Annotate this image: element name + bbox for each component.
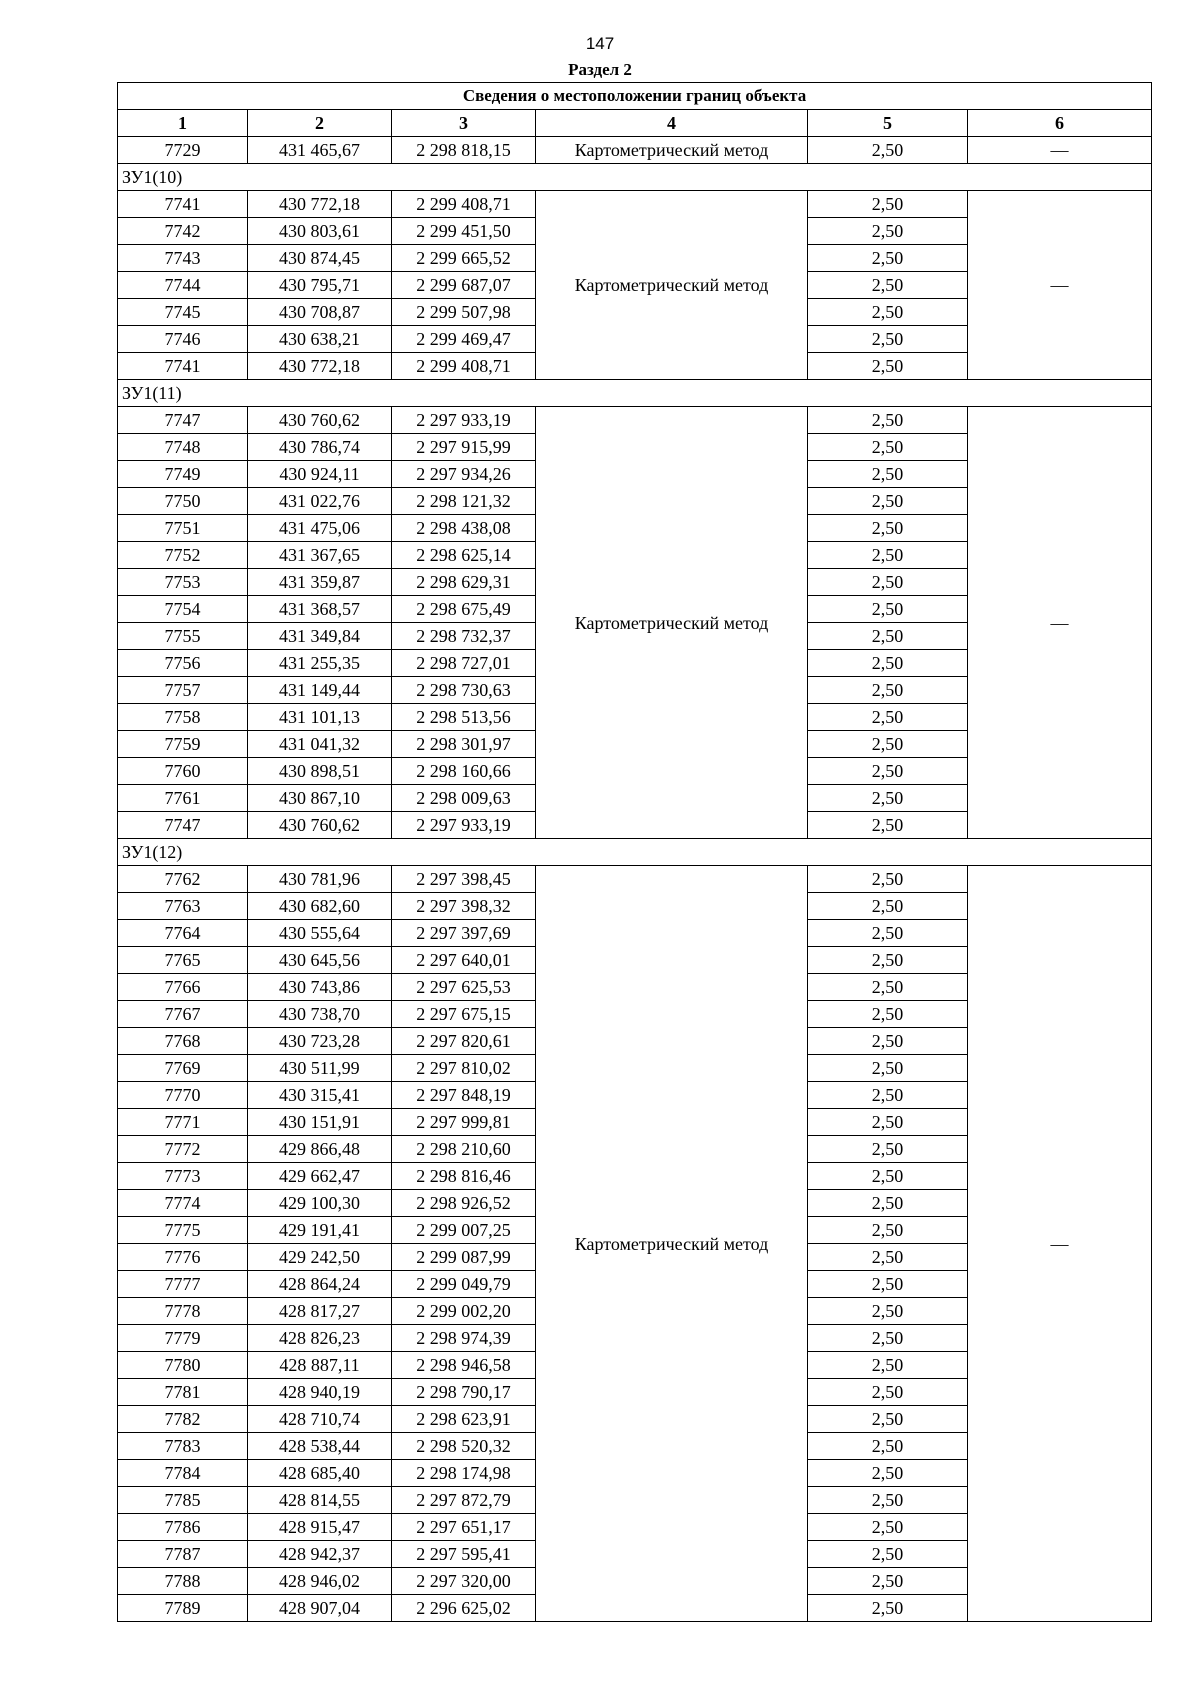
point-number-cell: 7756 (118, 650, 248, 677)
accuracy-cell: 2,50 (808, 272, 968, 299)
x-coordinate-cell: 430 803,61 (248, 218, 392, 245)
x-coordinate-cell: 428 942,37 (248, 1541, 392, 1568)
accuracy-cell: 2,50 (808, 947, 968, 974)
point-number-cell: 7767 (118, 1001, 248, 1028)
group-label: ЗУ1(12) (118, 839, 1152, 866)
y-coordinate-cell: 2 297 848,19 (392, 1082, 536, 1109)
y-coordinate-cell: 2 297 810,02 (392, 1055, 536, 1082)
y-coordinate-cell: 2 296 625,02 (392, 1595, 536, 1622)
x-coordinate-cell: 428 907,04 (248, 1595, 392, 1622)
y-coordinate-cell: 2 297 915,99 (392, 434, 536, 461)
point-number-cell: 7753 (118, 569, 248, 596)
description-cell: — (968, 137, 1152, 164)
accuracy-cell: 2,50 (808, 461, 968, 488)
point-number-cell: 7781 (118, 1379, 248, 1406)
coordinates-table-body (118, 83, 1152, 1622)
x-coordinate-cell: 430 682,60 (248, 893, 392, 920)
x-coordinate-cell: 430 638,21 (248, 326, 392, 353)
point-number-cell: 7754 (118, 596, 248, 623)
x-coordinate-cell: 428 940,19 (248, 1379, 392, 1406)
y-coordinate-cell: 2 298 946,58 (392, 1352, 536, 1379)
point-number-cell: 7776 (118, 1244, 248, 1271)
x-coordinate-cell: 428 814,55 (248, 1487, 392, 1514)
point-number-cell: 7742 (118, 218, 248, 245)
point-number-cell: 7763 (118, 893, 248, 920)
accuracy-cell: 2,50 (808, 1379, 968, 1406)
accuracy-cell: 2,50 (808, 1325, 968, 1352)
accuracy-cell: 2,50 (808, 1001, 968, 1028)
x-coordinate-cell: 428 887,11 (248, 1352, 392, 1379)
point-number-cell: 7761 (118, 785, 248, 812)
description-cell: — (968, 407, 1152, 839)
y-coordinate-cell: 2 297 398,32 (392, 893, 536, 920)
y-coordinate-cell: 2 298 160,66 (392, 758, 536, 785)
y-coordinate-cell: 2 299 687,07 (392, 272, 536, 299)
y-coordinate-cell: 2 297 872,79 (392, 1487, 536, 1514)
point-number-cell: 7750 (118, 488, 248, 515)
accuracy-cell: 2,50 (808, 1568, 968, 1595)
y-coordinate-cell: 2 298 675,49 (392, 596, 536, 623)
x-coordinate-cell: 430 898,51 (248, 758, 392, 785)
column-header: 4 (536, 110, 808, 137)
accuracy-cell: 2,50 (808, 1352, 968, 1379)
y-coordinate-cell: 2 299 507,98 (392, 299, 536, 326)
point-number-cell: 7789 (118, 1595, 248, 1622)
point-number-cell: 7764 (118, 920, 248, 947)
accuracy-cell: 2,50 (808, 434, 968, 461)
x-coordinate-cell: 430 555,64 (248, 920, 392, 947)
point-number-cell: 7773 (118, 1163, 248, 1190)
point-number-cell: 7758 (118, 704, 248, 731)
accuracy-cell: 2,50 (808, 704, 968, 731)
accuracy-cell: 2,50 (808, 407, 968, 434)
point-number-cell: 7775 (118, 1217, 248, 1244)
y-coordinate-cell: 2 298 520,32 (392, 1433, 536, 1460)
y-coordinate-cell: 2 299 408,71 (392, 191, 536, 218)
x-coordinate-cell: 429 242,50 (248, 1244, 392, 1271)
column-header: 2 (248, 110, 392, 137)
point-number-cell: 7779 (118, 1325, 248, 1352)
y-coordinate-cell: 2 297 999,81 (392, 1109, 536, 1136)
point-number-cell: 7772 (118, 1136, 248, 1163)
y-coordinate-cell: 2 297 320,00 (392, 1568, 536, 1595)
y-coordinate-cell: 2 298 513,56 (392, 704, 536, 731)
x-coordinate-cell: 429 100,30 (248, 1190, 392, 1217)
method-cell: Картометрический метод (536, 191, 808, 380)
point-number-cell: 7760 (118, 758, 248, 785)
y-coordinate-cell: 2 297 651,17 (392, 1514, 536, 1541)
accuracy-cell: 2,50 (808, 1541, 968, 1568)
table-row (118, 137, 1152, 164)
y-coordinate-cell: 2 297 934,26 (392, 461, 536, 488)
x-coordinate-cell: 430 760,62 (248, 407, 392, 434)
accuracy-cell: 2,50 (808, 1244, 968, 1271)
point-number-cell: 7745 (118, 299, 248, 326)
coordinates-table (117, 82, 1152, 1622)
y-coordinate-cell: 2 298 732,37 (392, 623, 536, 650)
point-number-cell: 7769 (118, 1055, 248, 1082)
accuracy-cell: 2,50 (808, 623, 968, 650)
method-cell: Картометрический метод (536, 407, 808, 839)
description-cell: — (968, 191, 1152, 380)
accuracy-cell: 2,50 (808, 1082, 968, 1109)
table-header-row (118, 110, 1152, 137)
x-coordinate-cell: 431 349,84 (248, 623, 392, 650)
y-coordinate-cell: 2 298 974,39 (392, 1325, 536, 1352)
y-coordinate-cell: 2 297 397,69 (392, 920, 536, 947)
accuracy-cell: 2,50 (808, 515, 968, 542)
x-coordinate-cell: 430 795,71 (248, 272, 392, 299)
x-coordinate-cell: 428 817,27 (248, 1298, 392, 1325)
x-coordinate-cell: 431 101,13 (248, 704, 392, 731)
x-coordinate-cell: 430 315,41 (248, 1082, 392, 1109)
y-coordinate-cell: 2 299 451,50 (392, 218, 536, 245)
x-coordinate-cell: 428 946,02 (248, 1568, 392, 1595)
x-coordinate-cell: 430 645,56 (248, 947, 392, 974)
y-coordinate-cell: 2 297 820,61 (392, 1028, 536, 1055)
point-number-cell: 7785 (118, 1487, 248, 1514)
point-number-cell: 7777 (118, 1271, 248, 1298)
x-coordinate-cell: 431 022,76 (248, 488, 392, 515)
x-coordinate-cell: 429 866,48 (248, 1136, 392, 1163)
accuracy-cell: 2,50 (808, 1298, 968, 1325)
x-coordinate-cell: 430 874,45 (248, 245, 392, 272)
point-number-cell: 7747 (118, 407, 248, 434)
x-coordinate-cell: 431 255,35 (248, 650, 392, 677)
x-coordinate-cell: 428 826,23 (248, 1325, 392, 1352)
accuracy-cell: 2,50 (808, 299, 968, 326)
group-row (118, 380, 1152, 407)
y-coordinate-cell: 2 298 816,46 (392, 1163, 536, 1190)
accuracy-cell: 2,50 (808, 191, 968, 218)
point-number-cell: 7741 (118, 191, 248, 218)
column-header: 1 (118, 110, 248, 137)
x-coordinate-cell: 430 708,87 (248, 299, 392, 326)
column-header: 5 (808, 110, 968, 137)
y-coordinate-cell: 2 298 623,91 (392, 1406, 536, 1433)
accuracy-cell: 2,50 (808, 974, 968, 1001)
point-number-cell: 7755 (118, 623, 248, 650)
point-number-cell: 7749 (118, 461, 248, 488)
point-number-cell: 7765 (118, 947, 248, 974)
point-number-cell: 7787 (118, 1541, 248, 1568)
point-number-cell: 7768 (118, 1028, 248, 1055)
column-header: 6 (968, 110, 1152, 137)
x-coordinate-cell: 431 149,44 (248, 677, 392, 704)
y-coordinate-cell: 2 298 174,98 (392, 1460, 536, 1487)
point-number-cell: 7782 (118, 1406, 248, 1433)
page-number: 147 (585, 34, 615, 53)
accuracy-cell: 2,50 (808, 1055, 968, 1082)
point-number-cell: 7766 (118, 974, 248, 1001)
accuracy-cell: 2,50 (808, 1433, 968, 1460)
x-coordinate-cell: 431 368,57 (248, 596, 392, 623)
point-number-cell: 7743 (118, 245, 248, 272)
point-number-cell: 7747 (118, 812, 248, 839)
table-row (118, 866, 1152, 893)
point-number-cell: 7770 (118, 1082, 248, 1109)
point-number-cell: 7759 (118, 731, 248, 758)
x-coordinate-cell: 431 475,06 (248, 515, 392, 542)
x-coordinate-cell: 430 151,91 (248, 1109, 392, 1136)
y-coordinate-cell: 2 298 009,63 (392, 785, 536, 812)
point-number-cell: 7784 (118, 1460, 248, 1487)
accuracy-cell: 2,50 (808, 650, 968, 677)
accuracy-cell: 2,50 (808, 1163, 968, 1190)
y-coordinate-cell: 2 297 933,19 (392, 812, 536, 839)
accuracy-cell: 2,50 (808, 1514, 968, 1541)
column-header: 3 (392, 110, 536, 137)
y-coordinate-cell: 2 298 438,08 (392, 515, 536, 542)
x-coordinate-cell: 431 359,87 (248, 569, 392, 596)
accuracy-cell: 2,50 (808, 677, 968, 704)
x-coordinate-cell: 431 465,67 (248, 137, 392, 164)
y-coordinate-cell: 2 299 469,47 (392, 326, 536, 353)
accuracy-cell: 2,50 (808, 1460, 968, 1487)
y-coordinate-cell: 2 298 727,01 (392, 650, 536, 677)
accuracy-cell: 2,50 (808, 893, 968, 920)
x-coordinate-cell: 430 738,70 (248, 1001, 392, 1028)
y-coordinate-cell: 2 298 818,15 (392, 137, 536, 164)
x-coordinate-cell: 428 864,24 (248, 1271, 392, 1298)
accuracy-cell: 2,50 (808, 920, 968, 947)
accuracy-cell: 2,50 (808, 542, 968, 569)
table-row (118, 191, 1152, 218)
y-coordinate-cell: 2 297 933,19 (392, 407, 536, 434)
accuracy-cell: 2,50 (808, 1190, 968, 1217)
y-coordinate-cell: 2 299 049,79 (392, 1271, 536, 1298)
x-coordinate-cell: 430 867,10 (248, 785, 392, 812)
point-number-cell: 7744 (118, 272, 248, 299)
point-number-cell: 7788 (118, 1568, 248, 1595)
x-coordinate-cell: 428 710,74 (248, 1406, 392, 1433)
y-coordinate-cell: 2 297 595,41 (392, 1541, 536, 1568)
method-cell: Картометрический метод (536, 137, 808, 164)
accuracy-cell: 2,50 (808, 137, 968, 164)
x-coordinate-cell: 428 538,44 (248, 1433, 392, 1460)
y-coordinate-cell: 2 297 625,53 (392, 974, 536, 1001)
y-coordinate-cell: 2 299 007,25 (392, 1217, 536, 1244)
point-number-cell: 7729 (118, 137, 248, 164)
y-coordinate-cell: 2 298 625,14 (392, 542, 536, 569)
table-title-row (118, 83, 1152, 110)
x-coordinate-cell: 430 743,86 (248, 974, 392, 1001)
accuracy-cell: 2,50 (808, 1109, 968, 1136)
point-number-cell: 7786 (118, 1514, 248, 1541)
accuracy-cell: 2,50 (808, 1406, 968, 1433)
point-number-cell: 7780 (118, 1352, 248, 1379)
group-label: ЗУ1(11) (118, 380, 1152, 407)
accuracy-cell: 2,50 (808, 569, 968, 596)
point-number-cell: 7757 (118, 677, 248, 704)
x-coordinate-cell: 431 367,65 (248, 542, 392, 569)
y-coordinate-cell: 2 297 398,45 (392, 866, 536, 893)
table-row (118, 407, 1152, 434)
table-title: Сведения о местоположении границ объекта (118, 83, 1152, 110)
x-coordinate-cell: 431 041,32 (248, 731, 392, 758)
y-coordinate-cell: 2 299 002,20 (392, 1298, 536, 1325)
accuracy-cell: 2,50 (808, 758, 968, 785)
section-title: Раздел 2 (568, 60, 632, 79)
x-coordinate-cell: 429 191,41 (248, 1217, 392, 1244)
accuracy-cell: 2,50 (808, 1595, 968, 1622)
point-number-cell: 7762 (118, 866, 248, 893)
accuracy-cell: 2,50 (808, 1271, 968, 1298)
point-number-cell: 7783 (118, 1433, 248, 1460)
point-number-cell: 7751 (118, 515, 248, 542)
point-number-cell: 7752 (118, 542, 248, 569)
y-coordinate-cell: 2 299 665,52 (392, 245, 536, 272)
x-coordinate-cell: 428 915,47 (248, 1514, 392, 1541)
y-coordinate-cell: 2 298 629,31 (392, 569, 536, 596)
group-row (118, 164, 1152, 191)
x-coordinate-cell: 429 662,47 (248, 1163, 392, 1190)
group-row (118, 839, 1152, 866)
accuracy-cell: 2,50 (808, 866, 968, 893)
point-number-cell: 7748 (118, 434, 248, 461)
x-coordinate-cell: 430 924,11 (248, 461, 392, 488)
point-number-cell: 7774 (118, 1190, 248, 1217)
x-coordinate-cell: 430 760,62 (248, 812, 392, 839)
y-coordinate-cell: 2 298 730,63 (392, 677, 536, 704)
accuracy-cell: 2,50 (808, 218, 968, 245)
x-coordinate-cell: 430 772,18 (248, 353, 392, 380)
accuracy-cell: 2,50 (808, 596, 968, 623)
y-coordinate-cell: 2 298 210,60 (392, 1136, 536, 1163)
accuracy-cell: 2,50 (808, 1136, 968, 1163)
y-coordinate-cell: 2 299 408,71 (392, 353, 536, 380)
y-coordinate-cell: 2 297 675,15 (392, 1001, 536, 1028)
accuracy-cell: 2,50 (808, 785, 968, 812)
y-coordinate-cell: 2 298 301,97 (392, 731, 536, 758)
point-number-cell: 7741 (118, 353, 248, 380)
x-coordinate-cell: 428 685,40 (248, 1460, 392, 1487)
accuracy-cell: 2,50 (808, 1487, 968, 1514)
x-coordinate-cell: 430 511,99 (248, 1055, 392, 1082)
x-coordinate-cell: 430 772,18 (248, 191, 392, 218)
x-coordinate-cell: 430 781,96 (248, 866, 392, 893)
accuracy-cell: 2,50 (808, 731, 968, 758)
y-coordinate-cell: 2 299 087,99 (392, 1244, 536, 1271)
y-coordinate-cell: 2 297 640,01 (392, 947, 536, 974)
accuracy-cell: 2,50 (808, 812, 968, 839)
accuracy-cell: 2,50 (808, 488, 968, 515)
accuracy-cell: 2,50 (808, 326, 968, 353)
accuracy-cell: 2,50 (808, 353, 968, 380)
y-coordinate-cell: 2 298 121,32 (392, 488, 536, 515)
accuracy-cell: 2,50 (808, 1217, 968, 1244)
method-cell: Картометрический метод (536, 866, 808, 1622)
y-coordinate-cell: 2 298 926,52 (392, 1190, 536, 1217)
point-number-cell: 7746 (118, 326, 248, 353)
accuracy-cell: 2,50 (808, 245, 968, 272)
y-coordinate-cell: 2 298 790,17 (392, 1379, 536, 1406)
x-coordinate-cell: 430 723,28 (248, 1028, 392, 1055)
accuracy-cell: 2,50 (808, 1028, 968, 1055)
point-number-cell: 7778 (118, 1298, 248, 1325)
x-coordinate-cell: 430 786,74 (248, 434, 392, 461)
description-cell: — (968, 866, 1152, 1622)
group-label: ЗУ1(10) (118, 164, 1152, 191)
point-number-cell: 7771 (118, 1109, 248, 1136)
